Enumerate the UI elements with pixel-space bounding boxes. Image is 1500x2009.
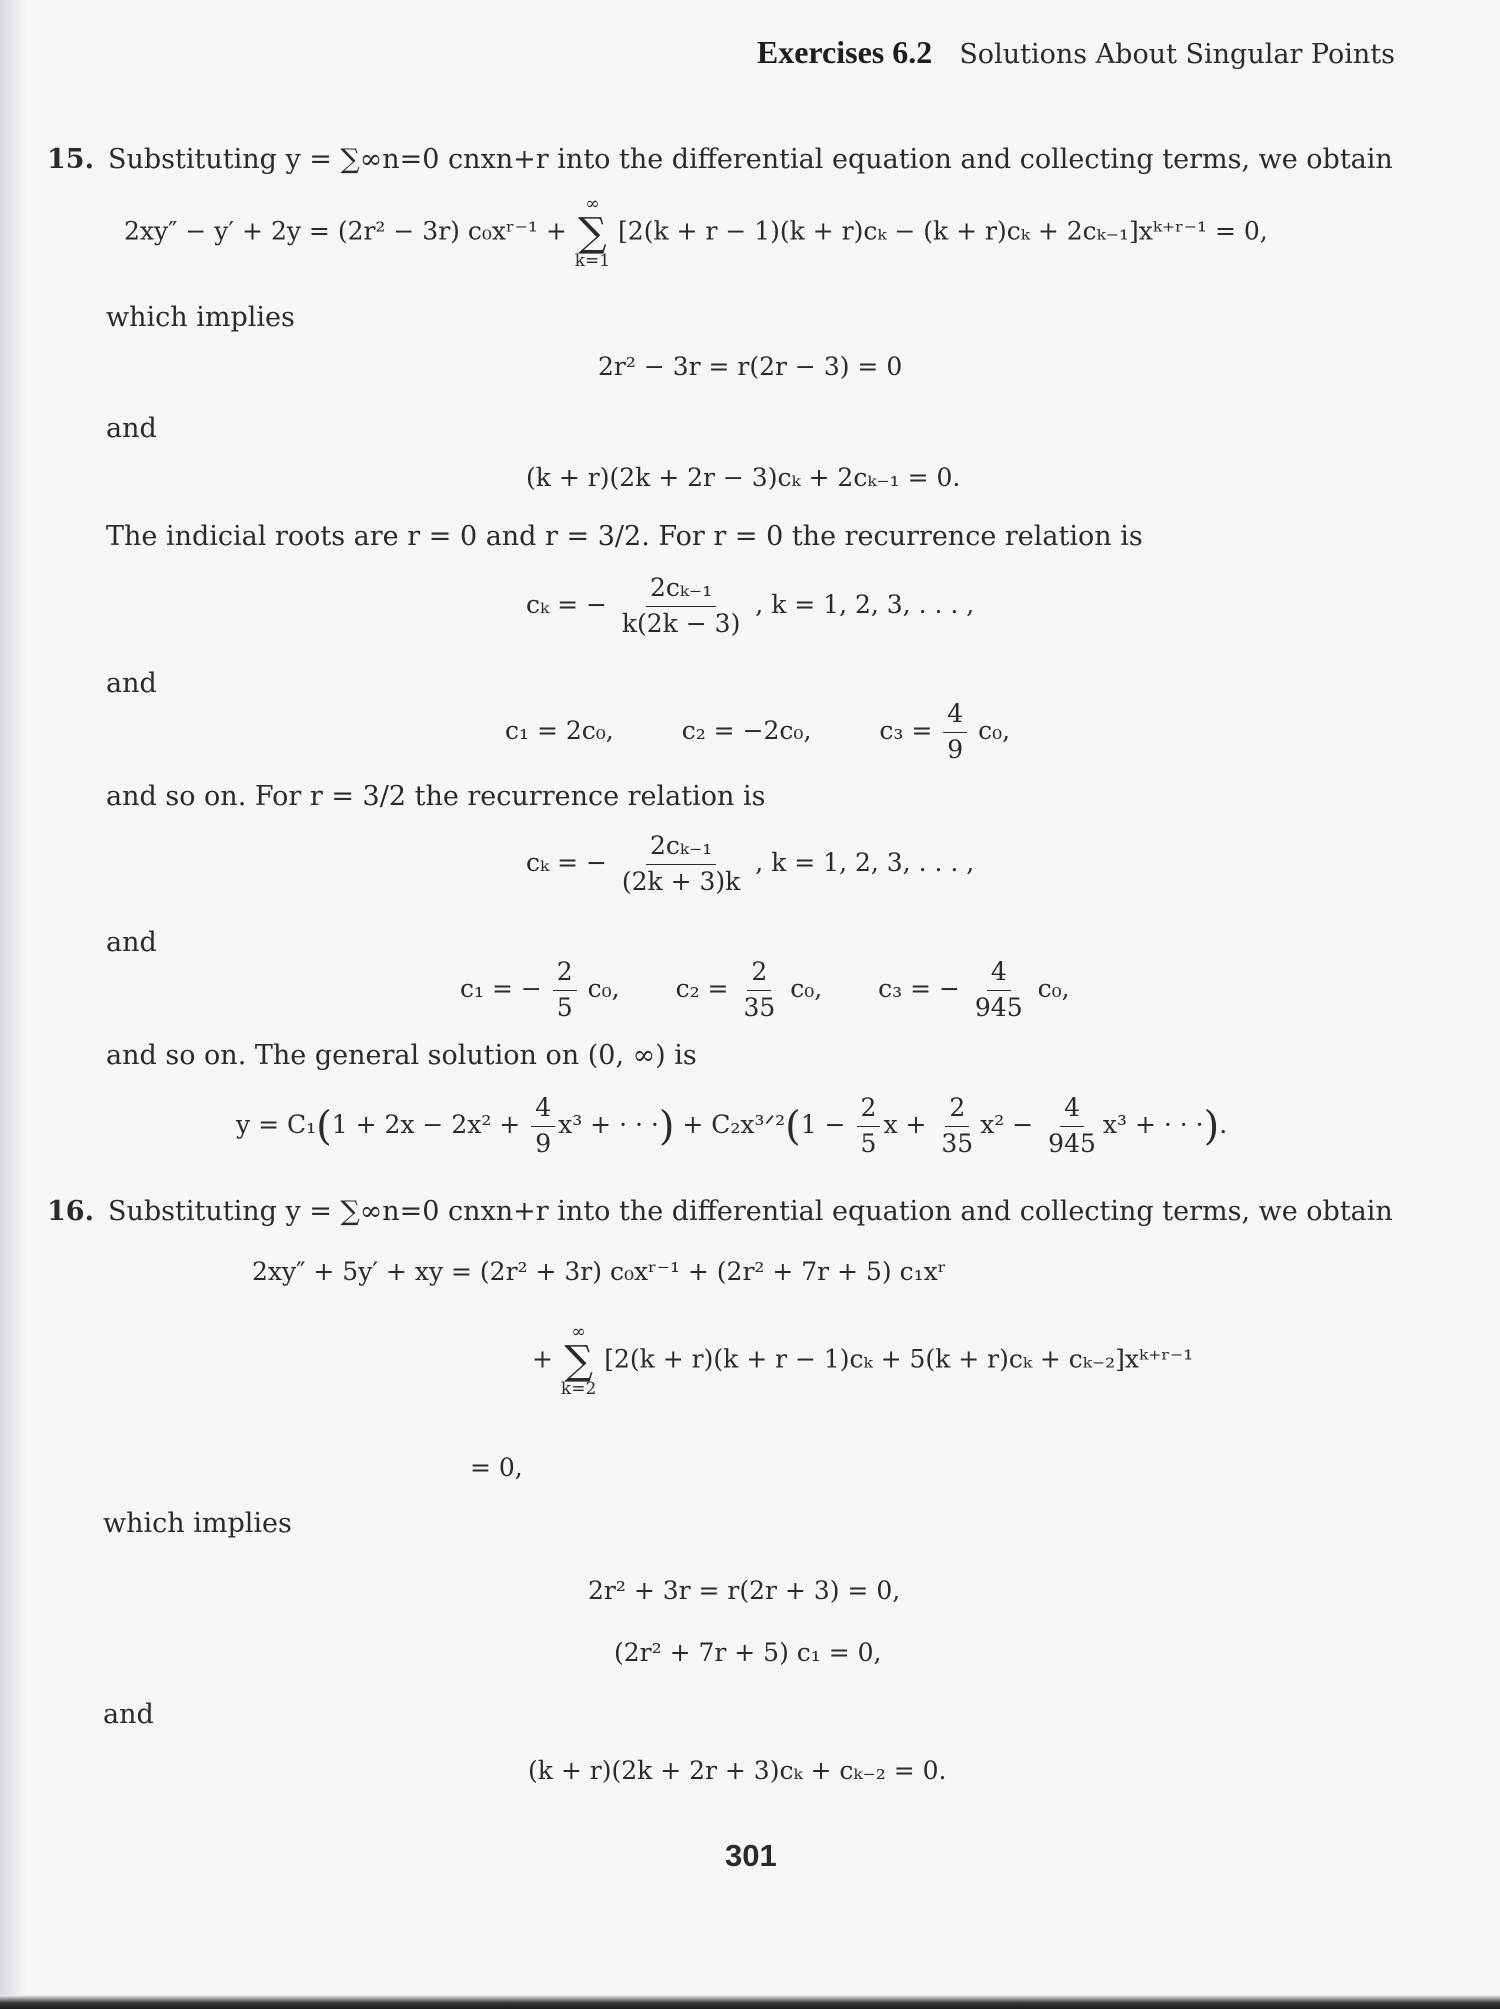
period: . — [1219, 1109, 1228, 1139]
numerator: 4 — [1060, 1094, 1084, 1127]
fraction — [618, 574, 744, 639]
c1-lhs: c₁ = − — [460, 973, 542, 1003]
and-text: and — [103, 1699, 154, 1730]
equation-15-3: (k + r)(2k + 2r − 3)cₖ + 2cₖ₋₁ = 0. — [526, 463, 961, 492]
recurrence-r0 — [526, 574, 974, 639]
rec-range: , k = 1, 2, 3, . . . , — [755, 589, 975, 619]
problem-15-intro — [47, 144, 1393, 175]
sum-upper: ∞ — [571, 1322, 586, 1342]
sum-lower: k=2 — [560, 1379, 597, 1399]
page-number: 301 — [725, 1838, 777, 1873]
sum-lower: k=1 — [574, 251, 611, 271]
series-2-x2: x² − — [980, 1109, 1034, 1139]
header-title: Solutions About Singular Points — [959, 39, 1395, 70]
equation-16-4: (k + r)(2k + 2r + 3)cₖ + cₖ₋₂ = 0. — [528, 1756, 947, 1785]
numerator: 4 — [987, 958, 1011, 991]
numerator: 2 — [553, 958, 577, 991]
denominator: (2k + 3)k — [621, 866, 741, 896]
sigma-symbol: ∑ — [578, 210, 607, 256]
summation — [575, 196, 610, 270]
c3-lhs: c₃ = − — [878, 973, 960, 1003]
c3-rhs: c₀, — [978, 715, 1011, 745]
general-solution — [236, 1094, 1227, 1159]
equation-15-1 — [124, 196, 1268, 270]
numerator: 2 — [945, 1094, 969, 1127]
and-text: and — [106, 927, 157, 958]
coefficients-r32 — [460, 958, 1070, 1023]
fraction — [971, 958, 1027, 1023]
numerator: 2cₖ₋₁ — [646, 574, 716, 607]
denominator: 35 — [743, 992, 776, 1022]
denominator: 5 — [860, 1128, 877, 1158]
rec-lhs: cₖ = − — [526, 589, 607, 619]
fraction — [943, 700, 967, 765]
intro-text: Substituting y = ∑∞n=0 cnxn+r into the differential equation and collecting terms, we obtain — [107, 144, 1393, 175]
sum-upper: ∞ — [585, 194, 600, 214]
problem-number: 16. — [47, 1196, 94, 1227]
numerator: 2 — [857, 1094, 881, 1127]
equation-16-1: 2xy″ + 5y′ + xy = (2r² + 3r) c₀xʳ⁻¹ + (2r² + 7r + 5) c₁xʳ — [252, 1257, 947, 1286]
running-header — [757, 34, 1395, 71]
denominator: 945 — [974, 992, 1023, 1022]
equation-16-3: (2r² + 7r + 5) c₁ = 0, — [614, 1638, 882, 1667]
plus-sign: + — [532, 1344, 553, 1374]
equation-16-2: 2r² + 3r = r(2r + 3) = 0, — [588, 1576, 901, 1605]
denominator: 9 — [535, 1128, 552, 1158]
fraction — [618, 832, 744, 897]
and-text: and — [106, 668, 157, 699]
numerator: 4 — [943, 700, 967, 733]
which-implies: which implies — [106, 302, 295, 333]
c2-lhs: c₂ = — [675, 973, 729, 1003]
series-1-tail: x³ + · · · — [558, 1109, 659, 1139]
problem-16-intro — [47, 1196, 1393, 1227]
series-2-x: x + — [883, 1109, 927, 1139]
rec-lhs: cₖ = − — [526, 847, 607, 877]
intro-text: Substituting y = ∑∞n=0 cnxn+r into the differential equation and collecting terms, we obtain — [107, 1196, 1393, 1227]
series-2-tail: x³ + · · · — [1102, 1109, 1204, 1139]
recurrence-r32 — [526, 832, 974, 897]
so-on-text: and so on. For r = 3/2 the recurrence relation is — [106, 781, 766, 812]
so-on-text: and so on. The general solution on (0, ∞) is — [106, 1040, 697, 1071]
c2-rhs: c₀, — [790, 973, 823, 1003]
indicial-roots-text: The indicial roots are r = 0 and r = 3/2. For r = 0 the recurrence relation is — [106, 521, 1143, 552]
sum-terms: [2(k + r)(k + r − 1)cₖ + 5(k + r)cₖ + cₖ₋₂]xᵏ⁺ʳ⁻¹ — [604, 1344, 1194, 1374]
fraction — [937, 1094, 977, 1159]
equation-15-2: 2r² − 3r = r(2r − 3) = 0 — [598, 352, 903, 381]
numerator: 2 — [747, 958, 771, 991]
sigma-symbol: ∑ — [564, 1338, 593, 1384]
eq-right: [2(k + r − 1)(k + r)cₖ − (k + r)cₖ + 2cₖ₋₁]xᵏ⁺ʳ⁻¹ = 0, — [618, 216, 1268, 246]
rec-range: , k = 1, 2, 3, . . . , — [755, 847, 975, 877]
denominator: 35 — [941, 1128, 974, 1158]
eq-left: 2xy″ − y′ + 2y = (2r² − 3r) c₀xʳ⁻¹ + — [124, 216, 567, 246]
c2: c₂ = −2c₀, — [681, 715, 812, 745]
term-c1: y = C₁ — [236, 1109, 317, 1139]
denominator: 945 — [1048, 1128, 1096, 1158]
which-implies: which implies — [103, 1508, 292, 1539]
left-paren: ( — [785, 1103, 801, 1150]
series-2: 1 − — [800, 1109, 846, 1139]
numerator: 2cₖ₋₁ — [646, 832, 716, 865]
fraction — [1044, 1094, 1100, 1159]
c1: c₁ = 2c₀, — [505, 715, 614, 745]
page-shadow — [0, 0, 26, 2009]
page-bottom-edge — [0, 1995, 1500, 2009]
c1-rhs: c₀, — [587, 973, 620, 1003]
equation-16-1-end: = 0, — [470, 1453, 523, 1482]
fraction — [531, 1094, 555, 1159]
numerator: 4 — [531, 1094, 555, 1127]
coefficients-r0 — [505, 700, 1010, 765]
equation-16-1-cont — [532, 1324, 1193, 1398]
fraction — [739, 958, 779, 1023]
and-text: and — [106, 413, 157, 444]
left-paren: ( — [316, 1103, 332, 1150]
term-c2: + C₂x³ᐟ² — [682, 1109, 786, 1139]
denominator: k(2k − 3) — [621, 608, 741, 638]
problem-number: 15. — [47, 144, 94, 175]
fraction — [857, 1094, 881, 1159]
series-1: 1 + 2x − 2x² + — [331, 1109, 521, 1139]
right-paren: ) — [658, 1103, 675, 1150]
denominator: 9 — [947, 734, 964, 764]
summation — [561, 1324, 596, 1398]
c3-lhs: c₃ = — [879, 715, 933, 745]
denominator: 5 — [556, 992, 573, 1022]
header-section: Exercises 6.2 — [756, 34, 933, 70]
fraction — [553, 958, 577, 1023]
right-paren: ) — [1203, 1103, 1220, 1150]
c3-rhs: c₀, — [1037, 973, 1070, 1003]
